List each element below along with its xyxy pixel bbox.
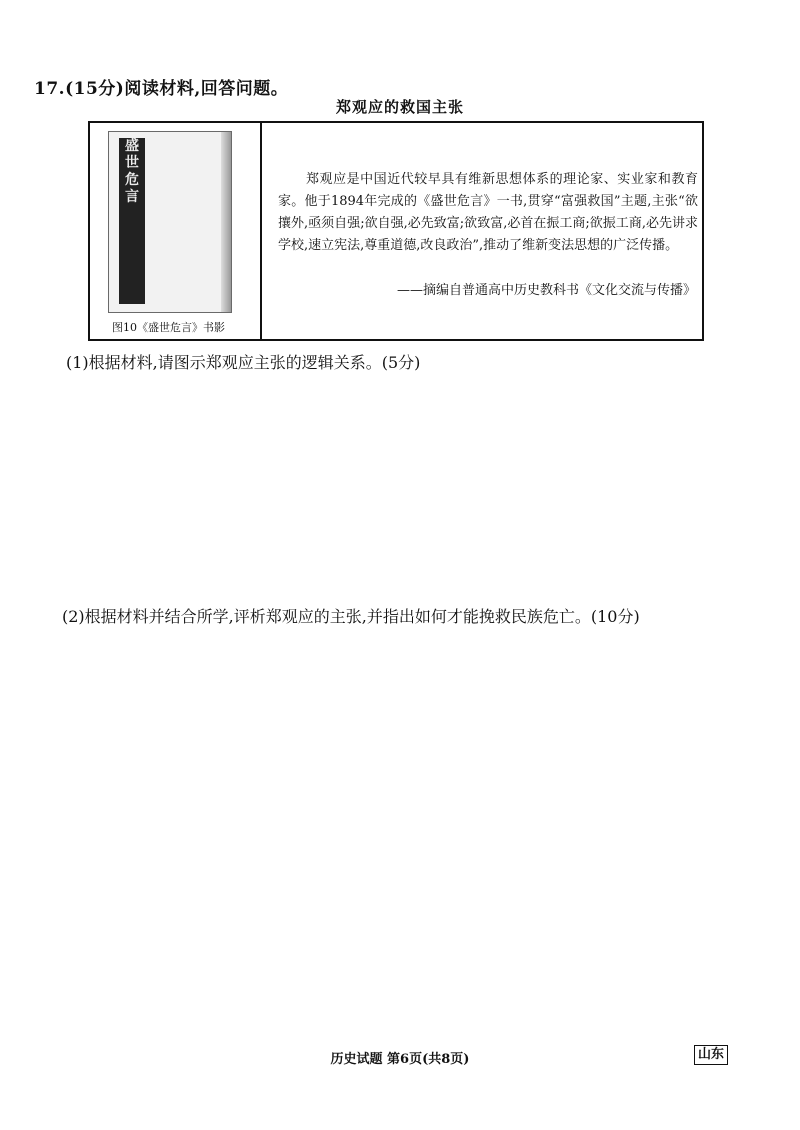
text-panel bbox=[262, 123, 702, 339]
book-spine bbox=[221, 132, 231, 312]
material-source: ——摘编自普通高中历史教科书《文化交流与传播》 bbox=[396, 283, 696, 298]
book-title-label: 盛世危言 bbox=[119, 138, 145, 304]
material-box bbox=[88, 121, 704, 341]
material-paragraph: 郑观应是中国近代较早具有维新思想体系的理论家、实业家和教育家。他于1894年完成的《盛世危言》一书,贯穿“富强救国”主题,主张“欲攘外,亟须自强;欲自强,必先致富;欲致富,必首在振工商;欲振工商,必先讲求学校,速立宪法,尊重道德,改良政治”,推动了维新变法思想的广泛传播。 bbox=[278, 172, 698, 253]
material-title: 郑观应的救国主张 bbox=[335, 98, 464, 116]
book-cover-image bbox=[108, 131, 232, 313]
question-heading: 17.(15分)阅读材料,回答问题。 bbox=[34, 79, 289, 99]
figure-panel bbox=[90, 123, 262, 339]
sub-question-1: (1)根据材料,请图示郑观应主张的逻辑关系。(5分) bbox=[66, 353, 421, 372]
page-footer: 历史试题 第6页(共8页) bbox=[330, 1052, 470, 1067]
figure-caption: 图10《盛世危言》书影 bbox=[112, 321, 225, 334]
sub-question-2: (2)根据材料并结合所学,评析郑观应的主张,并指出如何才能挽救民族危亡。(10分) bbox=[62, 607, 640, 626]
region-tag: 山东 bbox=[694, 1045, 728, 1065]
